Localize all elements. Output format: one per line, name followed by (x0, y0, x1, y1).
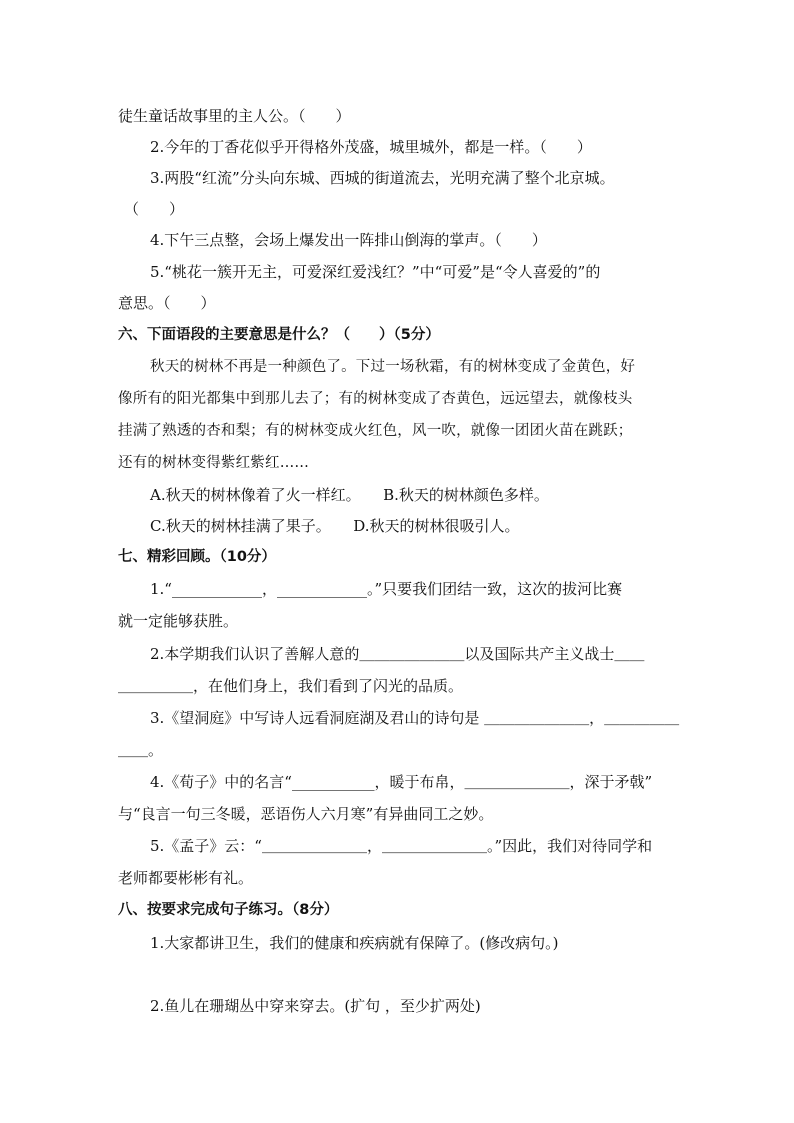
section-8-heading: 八、按要求完成句子练习。（8分） (118, 902, 339, 918)
recall-line: 2.本学期我们认识了善解人意的＿＿＿＿＿＿＿以及国际共产主义战士＿＿ (150, 645, 645, 663)
recall-line: ＿＿＿＿＿，在他们身上，我们看到了闪光的品质。 (118, 677, 464, 695)
item-3: 3.两股“红流”分头向东城、西城的街道流去，光明充满了整个北京城。 (150, 169, 615, 187)
item-5-end: 意思。（ ） (118, 294, 216, 312)
recall-line: 老师都要彬彬有礼。 (118, 869, 254, 887)
recall-line: 5.《孟子》云：“＿＿＿＿＿＿＿，＿＿＿＿＿＿＿。”因此，我们对待同学和 (150, 837, 653, 855)
item-continuation: 徒生童话故事里的主人公。（ ） (118, 107, 351, 125)
recall-line: ＿＿。 (118, 741, 164, 759)
item-4: 4.下午三点整，会场上爆发出一阵排山倒海的掌声。（ ） (150, 231, 547, 249)
item-5: 5.“桃花一簇开无主，可爱深红爱浅红？”中“可爱”是“令人喜爱的”的 (150, 263, 601, 281)
item-2: 2.今年的丁香花似乎开得格外茂盛，城里城外，都是一样。（ ） (150, 138, 592, 156)
section-7-heading: 七、精彩回顾。（10分） (118, 549, 276, 565)
recall-line: 与“良言一句三冬暖，恶语伤人六月寒”有异曲同工之妙。 (118, 805, 494, 823)
options-row-2: C.秋天的树林挂满了果子。 D.秋天的树林很吸引人。 (150, 517, 520, 535)
passage-line: 挂满了熟透的杏和梨；有的树林变成火红色，风一吹，就像一团团火苗在跳跃； (118, 423, 633, 439)
passage-line: 还有的树林变得紫红紫红…… (118, 455, 310, 471)
passage-line: 像所有的阳光都集中到那儿去了；有的树林变成了杏黄色，远远望去，就像枝头 (118, 391, 633, 407)
recall-line: 4.《荀子》中的名言“___________，暖于布帛，＿＿＿＿＿＿＿，深于矛戟” (150, 773, 653, 791)
passage-line: 秋天的树林不再是一种颜色了。下过一场秋霜，有的树林变成了金黄色，好 (150, 359, 636, 375)
recall-line: 就一定能够获胜。 (118, 612, 239, 630)
section-6-heading: 六、下面语段的主要意思是什么？（ ）（5分） (118, 327, 440, 343)
recall-line: 1.“____________，____________。”只要我们团结一致，这次的拔河比赛 (150, 580, 623, 598)
options-row-1: A.秋天的树林像着了火一样红。 B.秋天的树林颜色多样。 (150, 486, 549, 504)
item-3-bracket: （ ） (124, 200, 185, 218)
sentence-q1: 1.大家都讲卫生，我们的健康和疾病就有保障了。(修改病句。) (150, 934, 559, 952)
sentence-q2: 2.鱼儿在珊瑚丛中穿来穿去。(扩句 ，至少扩两处) (150, 997, 481, 1015)
recall-line: 3.《望洞庭》中写诗人远看洞庭湖及君山的诗句是 ＿＿＿＿＿＿＿，＿＿＿＿＿ (150, 709, 680, 727)
